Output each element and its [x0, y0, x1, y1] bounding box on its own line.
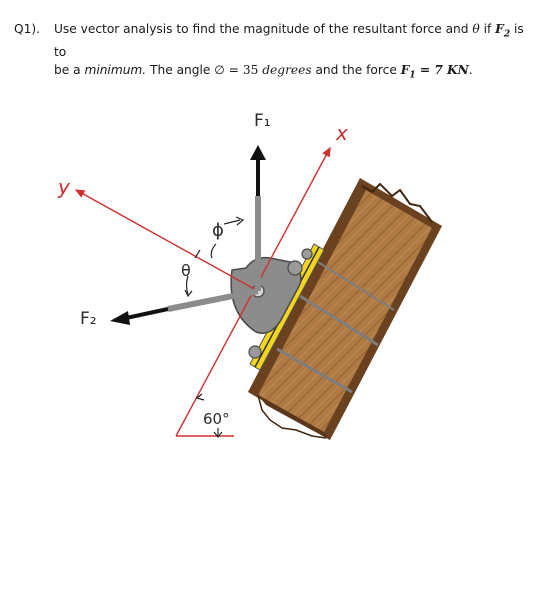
- question-text-part: .: [468, 63, 473, 78]
- question-text-part: is to: [54, 22, 524, 60]
- label-y: y: [58, 175, 70, 199]
- question-number: Q1).: [14, 22, 40, 36]
- y-axis-line: [76, 190, 258, 291]
- label-x: x: [336, 121, 348, 145]
- question-text-part: The angle: [146, 63, 215, 78]
- f1-value: = 7 KN: [415, 63, 469, 78]
- minimum-word: minimum.: [84, 63, 147, 78]
- label-phi: ϕ: [212, 220, 224, 241]
- label-theta: θ: [181, 261, 191, 280]
- bracket-bolt: [302, 249, 312, 259]
- degrees-word: degrees: [262, 63, 312, 78]
- question-text-part: be a: [54, 63, 85, 78]
- label-angle-60: 60°: [203, 410, 230, 428]
- label-f1: F₁: [254, 111, 271, 131]
- phi-arc: [211, 244, 216, 258]
- label-f2: F₂: [80, 309, 97, 329]
- question-text-part: Use vector analysis to find the magnitude of the resultant force and: [54, 22, 473, 36]
- f1-symbol: $F_1$: [400, 63, 416, 81]
- f2-symbol: $F_2$: [495, 22, 511, 40]
- question-text-part: and the force: [311, 63, 401, 78]
- question-text-part: if: [479, 22, 496, 36]
- theta-arrow-bottom: [185, 290, 192, 296]
- phi-pointer: [224, 220, 240, 224]
- bracket-bolt: [288, 261, 302, 275]
- theta-symbol: θ: [472, 22, 480, 36]
- bracket-bolt: [249, 346, 261, 358]
- f2-arrow-shaft: [126, 309, 168, 318]
- f2-arrowhead: [110, 311, 130, 325]
- f1-arrowhead: [250, 145, 266, 160]
- phi-value: ∅ = 35: [214, 63, 259, 78]
